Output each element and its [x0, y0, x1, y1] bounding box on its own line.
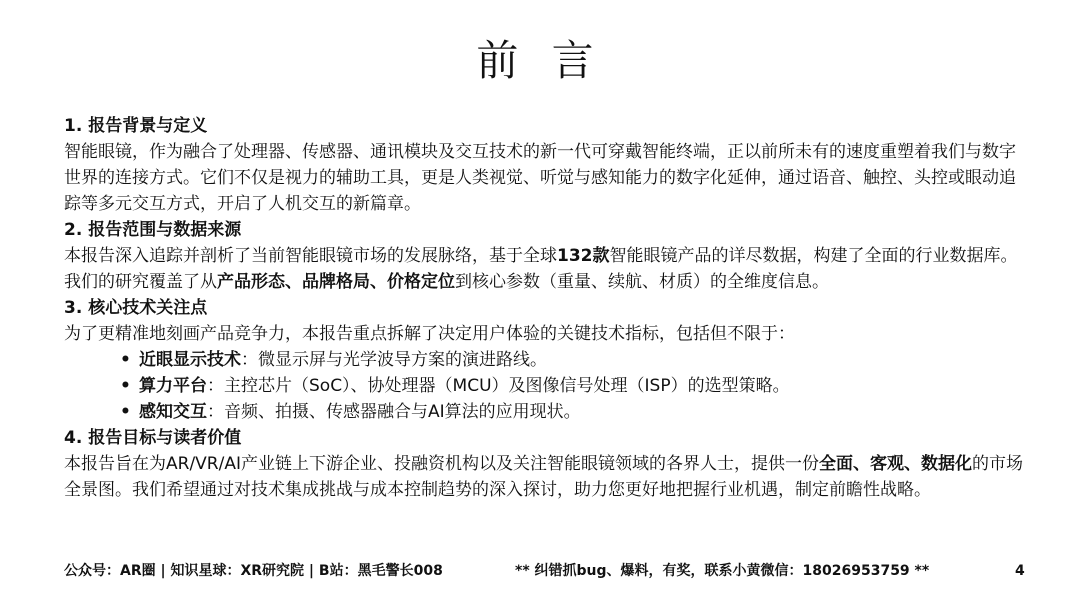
section-4-heading: 4. 报告目标与读者价值	[64, 428, 242, 448]
list-item	[64, 373, 1024, 399]
bullet-desc: ：微显示屏与光学波导方案的演进路线。	[241, 350, 547, 370]
bullet-icon: •	[120, 376, 131, 396]
bold-run: 全面、客观、数据化	[818, 454, 972, 474]
text-run: 为了更精准地刻画产品竞争力，本报告重点拆解了决定用户体验的关键技术指标，包括但不限于：	[64, 324, 795, 344]
bullet-icon: •	[120, 350, 131, 370]
bullet-term: 感知交互	[139, 402, 207, 422]
text-run: 智能眼镜产品的详尽数据，构建了全面的行业数据库。我们的研究覆盖了从	[64, 246, 1018, 292]
section-3-heading: 3. 核心技术关注点	[64, 298, 208, 318]
footer-social-info: 公众号：AR圈 | 知识星球：XR研究院 | B站：黑毛警长008	[64, 563, 443, 579]
section-3-paragraph	[64, 321, 1024, 347]
tech-bullet-list	[64, 347, 1024, 425]
section-2-heading: 2. 报告范围与数据来源	[64, 220, 242, 240]
text-run: 本报告深入追踪并剖析了当前智能眼镜市场的发展脉络，基于全球	[64, 246, 557, 266]
text-run: 到核心参数（重量、续航、材质）的全维度信息。	[455, 272, 829, 292]
page-title: 前 言	[476, 36, 604, 85]
section-1-paragraph	[64, 139, 1024, 217]
text-run: 的市场全景图。我们希望通过对技术集成挑战与成本控制趋势的深入探讨，助力您更好地把握行业机遇，制定前瞻性战略。	[64, 454, 1023, 500]
bullet-desc: ：主控芯片（SoC）、协处理器（MCU）及图像信号处理（ISP）的选型策略。	[207, 376, 790, 396]
section-4-paragraph	[64, 451, 1024, 503]
bullet-icon: •	[120, 402, 131, 422]
bold-run: 产品形态、品牌格局、价格定位	[217, 272, 455, 292]
section-2-paragraph	[64, 243, 1024, 295]
section-1-heading: 1. 报告背景与定义	[64, 116, 208, 136]
list-item	[64, 347, 1024, 373]
page-number: 4	[1015, 563, 1025, 579]
text-run: 本报告旨在为AR/VR/AI产业链上下游企业、投融资机构以及关注智能眼镜领域的各界人士，提供一份	[64, 454, 819, 474]
bullet-term: 近眼显示技术	[139, 350, 241, 370]
bullet-desc: ：音频、拍摄、传感器融合与AI算法的应用现状。	[207, 402, 581, 422]
bold-run: 132款	[557, 246, 610, 266]
preface-content	[64, 113, 1024, 503]
text-run: 智能眼镜，作为融合了处理器、传感器、通讯模块及交互技术的新一代可穿戴智能终端，正以前所未有的速度重塑着我们与数字世界的连接方式。它们不仅是视力的辅助工具，更是人类视觉、听觉与感知能力的数字化延伸，通过语音、触控、头控或眼动追踪等多元交互方式，开启了人机交互的新篇章。	[64, 142, 1016, 214]
bullet-term: 算力平台	[139, 376, 207, 396]
list-item	[64, 399, 1024, 425]
footer-contact-note: ** 纠错抓bug、爆料，有奖，联系小黄微信：18026953759 **	[515, 563, 930, 579]
